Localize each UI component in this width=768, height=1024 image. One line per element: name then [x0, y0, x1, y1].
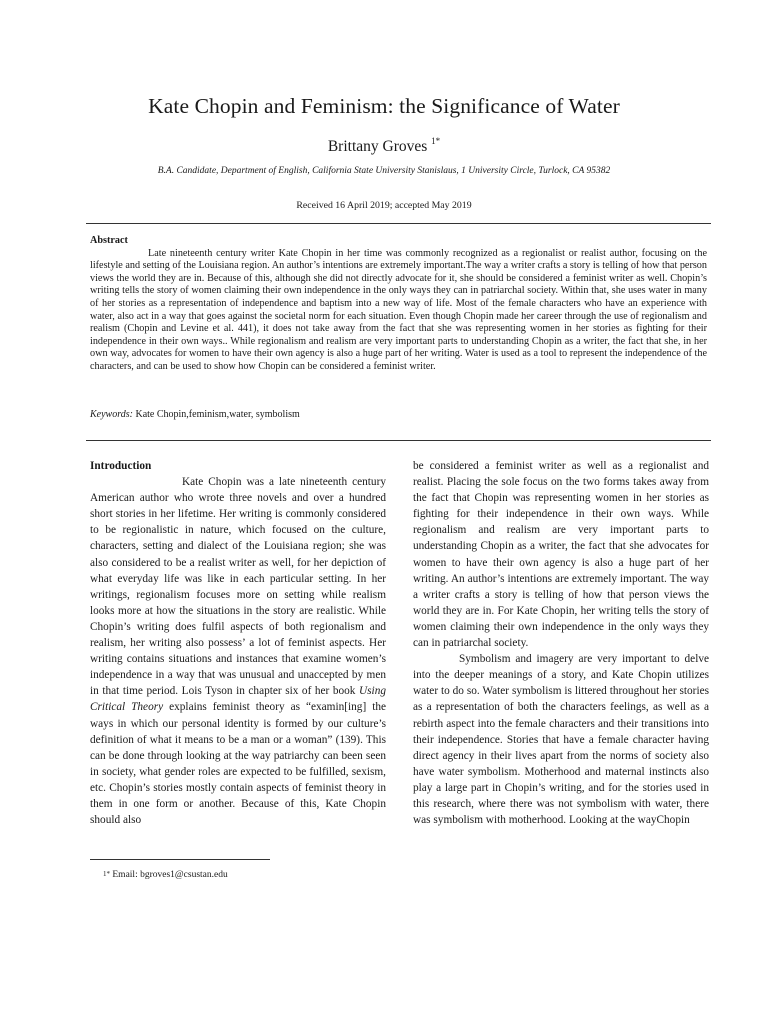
- keywords-list: Kate Chopin,feminism,water, symbolism: [135, 409, 300, 420]
- right-column: [413, 458, 709, 828]
- introduction-heading: Introduction: [90, 460, 152, 472]
- footnote-marker: 1*: [103, 870, 110, 878]
- footnote-rule: [90, 859, 270, 860]
- received-dates: Received 16 April 2019; accepted May 2019: [296, 200, 472, 211]
- body-divider: [86, 440, 711, 441]
- intro-p1-part-b: explains feminist theory as “examin[ing] the ways in which our personal identity is formed by our culture’s definition of what it means to be a man or a woman” (139). This can be done through looking at the way patriarchy can been seen in society, what gender roles are expected to be fulfilled, sexism, etc. Chopin’s stories mostly contain aspects of feminist theory in them in one form or another. Because of this, Kate Chopin should also: [90, 701, 386, 827]
- footnote: [103, 870, 228, 880]
- paper-title: Kate Chopin and Feminism: the Significance of Water: [148, 94, 620, 118]
- top-divider: [86, 223, 711, 224]
- keywords-line: [90, 409, 707, 420]
- author-marker: 1*: [431, 136, 441, 146]
- abstract-text: [90, 248, 707, 374]
- abstract-block: [90, 235, 707, 374]
- author-line: [0, 138, 768, 156]
- author-name: Brittany Groves: [327, 138, 428, 155]
- intro-paragraph-1: [90, 474, 386, 828]
- footnote-email: Email: bgroves1@csustan.edu: [112, 870, 228, 880]
- abstract-heading: Abstract: [90, 235, 128, 246]
- keywords-label: Keywords:: [90, 409, 133, 420]
- intro-p1-part-a: Kate Chopin was a late nineteenth century American author who wrote three novels and over a hundred short stories in her lifetime. Her writing is commonly considered to be regionalistic in nature, which focused on the culture, characters, setting and dialect of the Louisiana region; she was also considered to be a realist writer as well, for her depiction of what everyday life was like in each particular setting. In her writings, regionalism focuses more on setting while realism looks more at how the situations in the story are realistic. While Chopin’s writing does fulfil aspects of both regionalism and realism, her writing also possess’ a lot of feminist aspects. Her writing contains situations and instances that examine women’s independence in a way that was unusual and unaccepted by men in that time period. Lois Tyson in chapter six of her book: [90, 476, 386, 698]
- intro-p2-text: Symbolism and imagery are very important to delve into the deeper meanings of a story, and Kate Chopin utilizes water to do so. Water symbolism is littered throughout her stories as a representation of both the characters feelings, as well as a rebirth aspect into the female characters and their transitions into their independence. Stories that have a female character having direct agency in their lives apart from the norms of society also have water symbolism. Motherhood and maternal instincts also play a large part in Chopin’s writing, and for the stories used in this research, where there was not symbolism with water, there was symbolism with motherhood. Looking at the wayChopin: [413, 653, 709, 827]
- abstract-body: Late nineteenth century writer Kate Chopin in her time was commonly recognized as a regionalist or realist author, focusing on the lifestyle and setting of the Louisiana region. An author’s intentions are extremely important.The way a writer crafts a story is telling of how that person views the world they are in. Because of this, although she did not directly advocate for it, she should be considered a feminist writer as well. Chopin’s writing tells the story of women claiming their own independence in the only ways they can in patriarchal society. Within that, she uses water in many of her stories as a representation of independence and baptism into a new way of life. Most of the female characters who have an experience with water, also act in a way that goes against the societal norm for each situation. Even though Chopin made her career through the use of regionalism and realism (Chopin and Levine et al. 441), it does not take away from the fact that she was representing women in her stories as fighting for their independence in their own ways.. While regionalism and realism are very important parts to understanding Chopin as a writer, the fact that she, in her own way, advocates for women to have their own agency is also a huge part of her writing. Water is used as a tool to represent the independence of the characters, and can be used to show how Chopin can be considered a feminist writer.: [90, 247, 707, 372]
- left-column: [90, 458, 386, 828]
- intro-paragraph-continued: be considered a feminist writer as well as a regionalist and realist. Placing the sole focus on the two forms takes away from the fact that Chopin was representing women in her stories as fighting for their independence in their own ways. While regionalism and realism are very important parts to understanding Chopin as a writer, the fact that she advocates for women to have their own agency is also a huge part of her writing. An author’s intentions are extremely important. The way a writer crafts a story is telling of how that person views the world they are in. For Kate Chopin, her writing tells the story of women claiming their own independence in the only ways they can in patriarchal society.: [413, 460, 709, 650]
- author-affiliation: B.A. Candidate, Department of English, California State University Stanislaus, 1 University Circle, Turlock, CA 95382: [157, 166, 611, 176]
- intro-paragraph-2: [413, 651, 709, 828]
- book-title: Using Critical Theory: [90, 685, 386, 714]
